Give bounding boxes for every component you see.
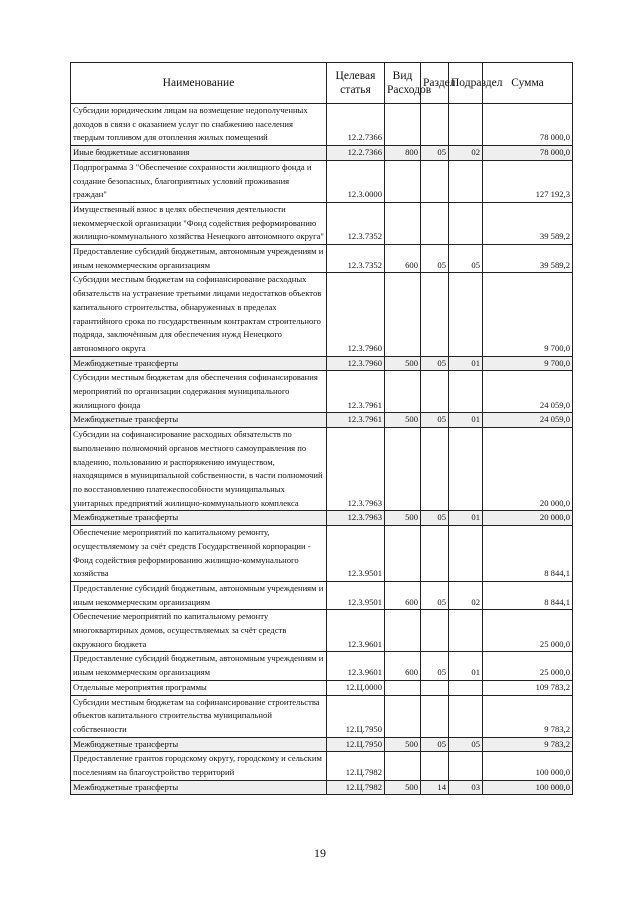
table-row	[71, 371, 573, 413]
row-target-article: 12.3.7963	[327, 511, 385, 526]
row-target-article: 12.Ц.7950	[327, 737, 385, 752]
row-name: Межбюджетные трансферты	[71, 356, 327, 371]
row-expense-type	[385, 104, 421, 146]
row-subsection: 02	[449, 581, 483, 609]
row-sum: 24 059,0	[483, 413, 573, 428]
row-subsection	[449, 680, 483, 695]
row-expense-type: 500	[385, 413, 421, 428]
row-subsection	[449, 695, 483, 737]
page-number: 19	[314, 846, 326, 860]
row-section	[421, 104, 449, 146]
header-expense-type: Вид Расходов	[385, 63, 421, 104]
row-target-article: 12.2.7366	[327, 104, 385, 146]
row-sum: 8 844,1	[483, 581, 573, 609]
row-target-article: 12.3.0000	[327, 160, 385, 202]
table-row	[71, 245, 573, 273]
table-row	[71, 273, 573, 356]
row-target-article: 12.Ц.0000	[327, 680, 385, 695]
row-name: Субсидии юридическим лицам на возмещение недополученных доходов в связи с оказанием услуг по снабжению населения твердым топливом для отопления жилых помещений	[71, 104, 327, 146]
row-expense-type	[385, 160, 421, 202]
row-target-article: 12.3.9601	[327, 610, 385, 652]
row-expense-type: 600	[385, 245, 421, 273]
row-section	[421, 371, 449, 413]
row-name: Предоставление грантов городскому округу, городскому и сельским поселениям на благоустройство территорий	[71, 752, 327, 780]
table-row	[71, 526, 573, 582]
row-sum: 9 700,0	[483, 356, 573, 371]
row-target-article: 12.3.7961	[327, 371, 385, 413]
row-name: Межбюджетные трансферты	[71, 511, 327, 526]
row-sum: 25 000,0	[483, 652, 573, 680]
row-section: 05	[421, 652, 449, 680]
row-section	[421, 273, 449, 356]
table-row	[71, 737, 573, 752]
header-target-article: Целевая статья	[327, 63, 385, 104]
row-section	[421, 526, 449, 582]
row-expense-type: 600	[385, 652, 421, 680]
row-target-article: 12.Ц.7982	[327, 752, 385, 780]
row-sum: 127 192,3	[483, 160, 573, 202]
row-subsection	[449, 273, 483, 356]
table-body	[71, 104, 573, 795]
row-sum: 78 000,0	[483, 146, 573, 161]
row-section: 14	[421, 780, 449, 795]
row-subsection	[449, 160, 483, 202]
row-expense-type: 500	[385, 780, 421, 795]
row-expense-type: 500	[385, 737, 421, 752]
table-row	[71, 610, 573, 652]
table-row	[71, 652, 573, 680]
row-name: Межбюджетные трансферты	[71, 780, 327, 795]
row-section	[421, 695, 449, 737]
row-section: 05	[421, 356, 449, 371]
table-row	[71, 581, 573, 609]
row-target-article: 12.3.9501	[327, 526, 385, 582]
row-expense-type	[385, 752, 421, 780]
row-expense-type	[385, 680, 421, 695]
row-subsection	[449, 371, 483, 413]
row-subsection	[449, 104, 483, 146]
row-name: Субсидии местным бюджетам для обеспечения софинансирования мероприятий по организации содержания муниципального жилищного фонда	[71, 371, 327, 413]
row-target-article: 12.Ц.7950	[327, 695, 385, 737]
row-section	[421, 202, 449, 244]
row-sum: 9 700,0	[483, 273, 573, 356]
row-subsection	[449, 202, 483, 244]
header-subsection: Подраздел	[449, 63, 483, 104]
table-row	[71, 146, 573, 161]
row-expense-type	[385, 526, 421, 582]
row-sum: 39 589,2	[483, 245, 573, 273]
row-section	[421, 680, 449, 695]
row-target-article: 12.3.7961	[327, 413, 385, 428]
row-section: 05	[421, 581, 449, 609]
row-section: 05	[421, 146, 449, 161]
row-sum: 20 000,0	[483, 511, 573, 526]
row-section: 05	[421, 245, 449, 273]
row-name: Обеспечение мероприятий по капитальному ремонту, осуществляемому за счёт средств Государственной корпорации - Фонд содействия реформированию жилищно-коммунального хозяйства	[71, 526, 327, 582]
row-section	[421, 610, 449, 652]
row-target-article: 12.3.7963	[327, 428, 385, 511]
row-sum: 25 000,0	[483, 610, 573, 652]
row-name: Иные бюджетные ассигнования	[71, 146, 327, 161]
table-row	[71, 104, 573, 146]
row-sum: 9 783,2	[483, 695, 573, 737]
header-section: Раздел	[421, 63, 449, 104]
row-expense-type	[385, 695, 421, 737]
table-row	[71, 202, 573, 244]
row-name: Предоставление субсидий бюджетным, автономным учреждениям и иным некоммерческим организациям	[71, 245, 327, 273]
row-target-article: 12.3.9501	[327, 581, 385, 609]
row-subsection	[449, 752, 483, 780]
table-row	[71, 752, 573, 780]
row-section	[421, 752, 449, 780]
row-sum: 78 000,0	[483, 104, 573, 146]
row-section: 05	[421, 511, 449, 526]
row-name: Имущественный взнос в целях обеспечения деятельности некоммерческой организации "Фонд содействия реформированию жилищно-коммунального хозяйства Ненецкого автономного округа"	[71, 202, 327, 244]
row-section	[421, 428, 449, 511]
row-sum: 109 783,2	[483, 680, 573, 695]
row-name: Субсидии местным бюджетам на софинансирование расходных обязательств на устранение третьими лицами недостатков объектов капитального строительства, обнаруженных в пределах гарантийного срока по государственным контрактам строительного подряда, заключённым для обеспечения нужд Ненецкого автономного округа	[71, 273, 327, 356]
row-name: Отдельные мероприятия программы	[71, 680, 327, 695]
table-row	[71, 695, 573, 737]
row-sum: 9 783,2	[483, 737, 573, 752]
row-target-article: 12.3.7960	[327, 273, 385, 356]
row-subsection: 05	[449, 245, 483, 273]
row-expense-type	[385, 610, 421, 652]
row-section	[421, 160, 449, 202]
row-expense-type: 500	[385, 356, 421, 371]
row-subsection	[449, 428, 483, 511]
row-target-article: 12.3.7352	[327, 245, 385, 273]
row-sum: 8 844,1	[483, 526, 573, 582]
row-name: Межбюджетные трансферты	[71, 737, 327, 752]
header-name: Наименование	[71, 63, 327, 104]
row-expense-type: 800	[385, 146, 421, 161]
row-subsection: 01	[449, 356, 483, 371]
row-sum: 100 000,0	[483, 780, 573, 795]
row-name: Межбюджетные трансферты	[71, 413, 327, 428]
row-sum: 24 059,0	[483, 371, 573, 413]
row-expense-type	[385, 273, 421, 356]
table-row	[71, 511, 573, 526]
table-row	[71, 428, 573, 511]
row-name: Подпрограмма 3 "Обеспечение сохранности жилищного фонда и создание безопасных, благоприятных условий проживания граждан"	[71, 160, 327, 202]
row-expense-type: 600	[385, 581, 421, 609]
row-subsection: 01	[449, 413, 483, 428]
table-row	[71, 413, 573, 428]
row-name: Субсидии местным бюджетам на софинансирование строительства объектов капитального строительства муниципальной собственности	[71, 695, 327, 737]
table-row	[71, 780, 573, 795]
row-section: 05	[421, 737, 449, 752]
row-expense-type: 500	[385, 511, 421, 526]
row-name: Предоставление субсидий бюджетным, автономным учреждениям и иным некоммерческим организациям	[71, 652, 327, 680]
row-subsection: 05	[449, 737, 483, 752]
row-subsection: 03	[449, 780, 483, 795]
budget-table	[70, 62, 573, 795]
row-name: Субсидии на софинансирование расходных обязательств по выполнению полномочий органов местного самоуправления по владению, пользованию и распоряжению имуществом, находящимся в муниципальной собственности, в части полномочий по восстановлению платежеспособности муниципальных унитарных предприятий жилищно-коммунального комплекса	[71, 428, 327, 511]
row-expense-type	[385, 202, 421, 244]
row-subsection: 01	[449, 511, 483, 526]
header-sum: Сумма	[483, 63, 573, 104]
row-target-article: 12.3.7960	[327, 356, 385, 371]
row-section: 05	[421, 413, 449, 428]
row-sum: 20 000,0	[483, 428, 573, 511]
row-subsection: 02	[449, 146, 483, 161]
row-name: Обеспечение мероприятий по капитальному ремонту многоквартирных домов, осуществляемых за счёт средств окружного бюджета	[71, 610, 327, 652]
table-row	[71, 160, 573, 202]
row-sum: 100 000,0	[483, 752, 573, 780]
row-expense-type	[385, 371, 421, 413]
row-name: Предоставление субсидий бюджетным, автономным учреждениям и иным некоммерческим организациям	[71, 581, 327, 609]
row-target-article: 12.2.7366	[327, 146, 385, 161]
row-expense-type	[385, 428, 421, 511]
row-target-article: 12.3.7352	[327, 202, 385, 244]
table-row	[71, 680, 573, 695]
row-subsection: 01	[449, 652, 483, 680]
row-subsection	[449, 526, 483, 582]
row-subsection	[449, 610, 483, 652]
table-row	[71, 356, 573, 371]
table-header-row	[71, 63, 573, 104]
row-target-article: 12.3.9601	[327, 652, 385, 680]
row-sum: 39 589,2	[483, 202, 573, 244]
row-target-article: 12.Ц.7982	[327, 780, 385, 795]
